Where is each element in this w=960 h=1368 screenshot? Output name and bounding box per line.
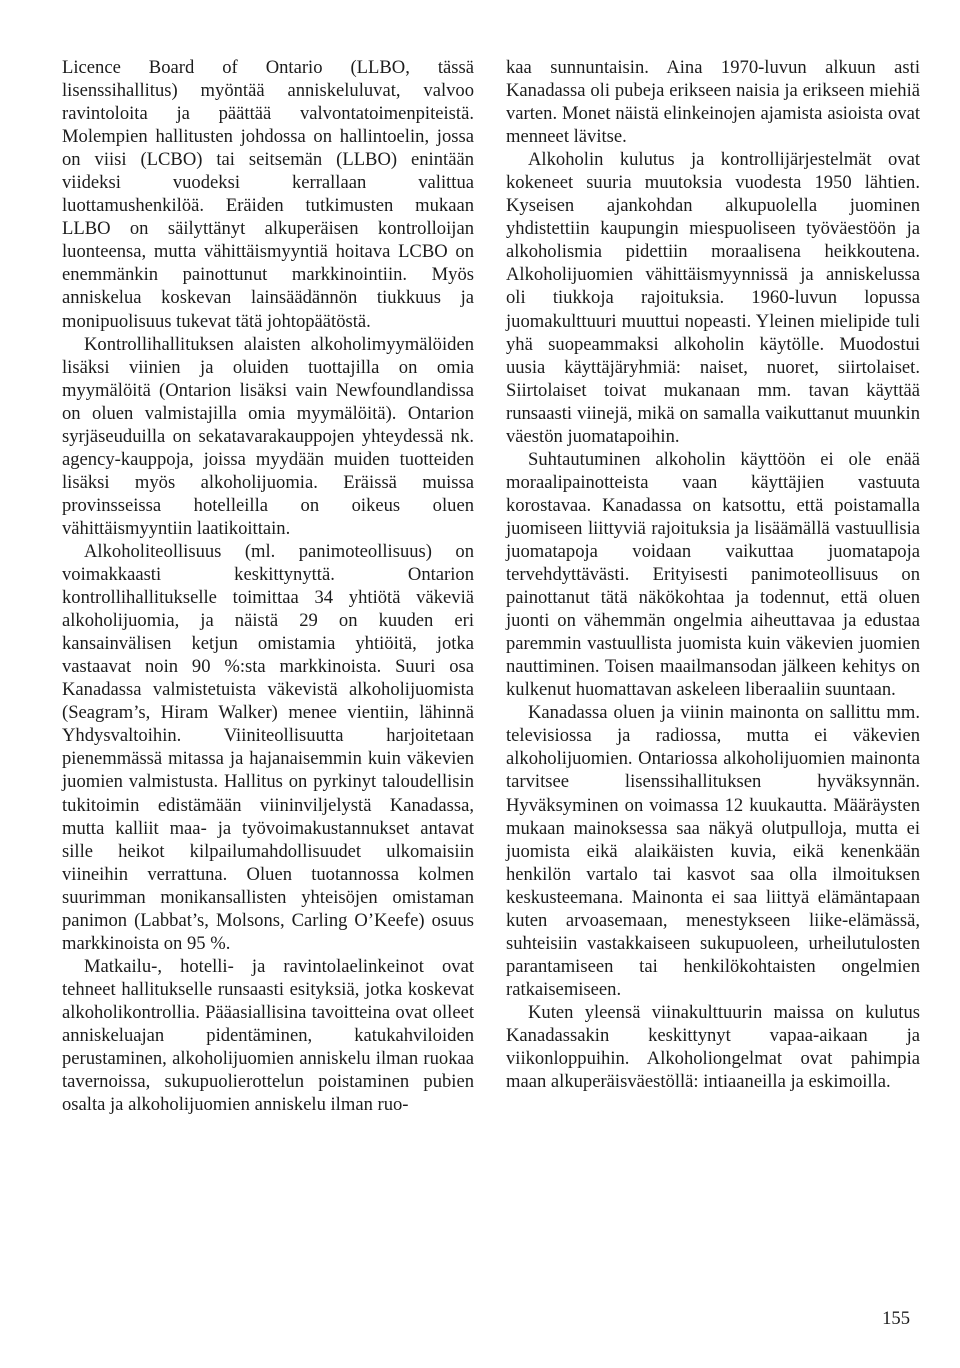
paragraph: Suhtautuminen alkoholin käyttöön ei ole enää moraalipainotteista vaan käyttäjien vastuuta korostavaa. Kanadassa on katsottu, että poistamalla juomiseen liittyviä rajoituksia ja lisäämällä vastuullisia juomatapoja voidaan vaikuttaa juomatapoja tervehdyttävästi. Erityisesti panimoteollisuus on painottanut tätä näkökohtaa ja todennut, että oluen juonti on vähemmän ongelmia aiheuttavaa ja edustaa paremmin vastuullista juomista kuin väkevien juomien nauttiminen. Toisen maailmansodan jälkeen kehitys on kulkenut huomattavan askeleen liberaaliin suuntaan. (506, 448, 920, 701)
paragraph: Kontrollihallituksen alaisten alkoholimyymälöiden lisäksi viinien ja oluiden tuottajilla on omia myymälöitä (Ontarion lisäksi vain Newfoundlandissa on oluen valmistajilla omia myymälöitä). Ontarion syrjäseuduilla on sekatavarakauppojen yhteydessä nk. agency-kauppoja, joissa myydään muiden tuotteiden lisäksi myös alkoholijuomia. Eräissä muissa provinsseissa hotelleilla on oikeus oluen vähittäismyyntiin laatikoittain. (62, 333, 474, 539)
paragraph: Kuten yleensä viinakulttuurin maissa on kulutus Kanadassakin keskittynyt vapaa-aikaan ja viikonloppuihin. Alkoholiongelmat ovat pahimpia maan alkuperäisväestöllä: intiaaneilla ja eskimoilla. (506, 1001, 920, 1093)
paragraph: Licence Board of Ontario (LLBO, tässä lisenssihallitus) myöntää anniskeluluvat, valvoo ravintoloita ja päättää valvontatoimenpiteistä. Molempien hallitusten johdossa on hallintoelin, jossa on viisi (LCBO) tai seitsemän (LLBO) enintään viideksi vuodeksi kerrallaan valittua luottamushenkilöä. Eräiden tutkimusten mukaan LLBO on säilyttänyt alkuperäisen kontrolloijan luonteensa, mutta vähittäismyyntiä hoitava LCBO on enemmänkin painottunut markkinointiin. Myös anniskelua koskevan lainsäädännön tiukkuus ja monipuolisuus tukevat tätä johtopäätöstä. (62, 57, 474, 332)
paragraph: Alkoholin kulutus ja kontrollijärjestelmät ovat kokeneet suuria muutoksia vuodesta 1950 lähtien. Kyseisen ajankohdan alkupuolella juominen yhdistettiin kaupungin miespuoliseen työväestöön ja alkoholismia pidettiin moraalisena heikkoutena. Alkoholijuomien vähittäismyynnissä ja anniskelussa oli tiukkoja rajoituksia. 1960-luvun lopussa juomakulttuuri muuttui nopeasti. Yleinen mielipide tuli yhä suopeammaksi alkoholin käytölle. Muodostui uusia käyttäjäryhmiä: naiset, nuoret, siirtolaiset. Siirtolaiset toivat mukanaan mm. tavan käyttää runsaasti viinejä, mikä on samalla vaikuttanut muunkin väestön juomatapoihin. (506, 149, 920, 447)
paragraph: Kanadassa oluen ja viinin mainonta on sallittu mm. televisiossa ja radiossa, mutta ei väkevien alkoholijuomien. Ontariossa alkoholijuomien mainonta tarvitsee lisenssihallituksen hyväksynnän. Hyväksyminen on voimassa 12 kuukautta. Määräysten mukaan mainoksessa saa näkyä olutpulloja, mutta ei juomista eikä alaikäisten kuvia, eikä kenenkään henkilön vartalo tai kasvot saa olla ilmoituksen keskusteemana. Mainonta ei saa liittyä elämäntapaan kuten arvoasemaan, menestykseen liike-elämässä, suhteisiin vastakkaiseen sukupuoleen, urheilutulosten parantamiseen tai henkilökohtaisten ongelmien ratkaisemiseen. (506, 702, 920, 1000)
page-number: 155 (882, 1308, 910, 1329)
right-column (506, 56, 920, 1093)
paragraph: Matkailu-, hotelli- ja ravintolaelinkeinot ovat tehneet hallitukselle runsaasti esityksiä, jotka koskevat alkoholikontrollia. Pääasiallisina tavoitteina ovat olleet anniskeluajan pidentäminen, katukahviloiden perustaminen, alkoholijuomien anniskelu ilman ruokaa tavernoissa, sukupuolierottelun poistaminen pubien osalta ja alkoholijuomien anniskelu ilman ruo- (62, 955, 474, 1116)
left-column (62, 56, 474, 1116)
paragraph: kaa sunnuntaisin. Aina 1970-luvun alkuun asti Kanadassa oli pubeja erikseen naisia ja erikseen miehiä varten. Monet näistä elinkeinojen ajamista asioista ovat menneet lävitse. (506, 57, 920, 148)
paragraph: Alkoholiteollisuus (ml. panimoteollisuus) on voimakkaasti keskittynyttä. Ontarion kontrollihallitukselle toimittaa 34 yhtiötä väkeviä alkoholijuomia, ja näistä 29 on kuuden eri kansainvälisen ketjun omistamia yhtiöitä, jotka vastaavat noin 90 %:sta markkinoista. Suuri osa Kanadassa valmistetuista väkevistä alkoholijuomista (Seagram’s, Hiram Walker) menee vientiin, lähinnä Yhdysvaltoihin. Viiniteollisuutta harjoitetaan pienemmässä mitassa ja hajanaisemmin kuin väkevien juomien valmistusta. Hallitus on pyrkinyt taloudellisin tukitoimin edistämään viininviljelystä Kanadassa, mutta kalliit maa- ja työvoimakustannukset antavat sille heikot kilpailumahdollisuudet ulkomaisiin viineihin verrattuna. Oluen tuotannossa kolmen suurimman monikansallisten yhteisöjen omistaman panimon (Labbat’s, Molsons, Carling O’Keefe) osuus markkinoista on 95 %. (62, 540, 474, 954)
